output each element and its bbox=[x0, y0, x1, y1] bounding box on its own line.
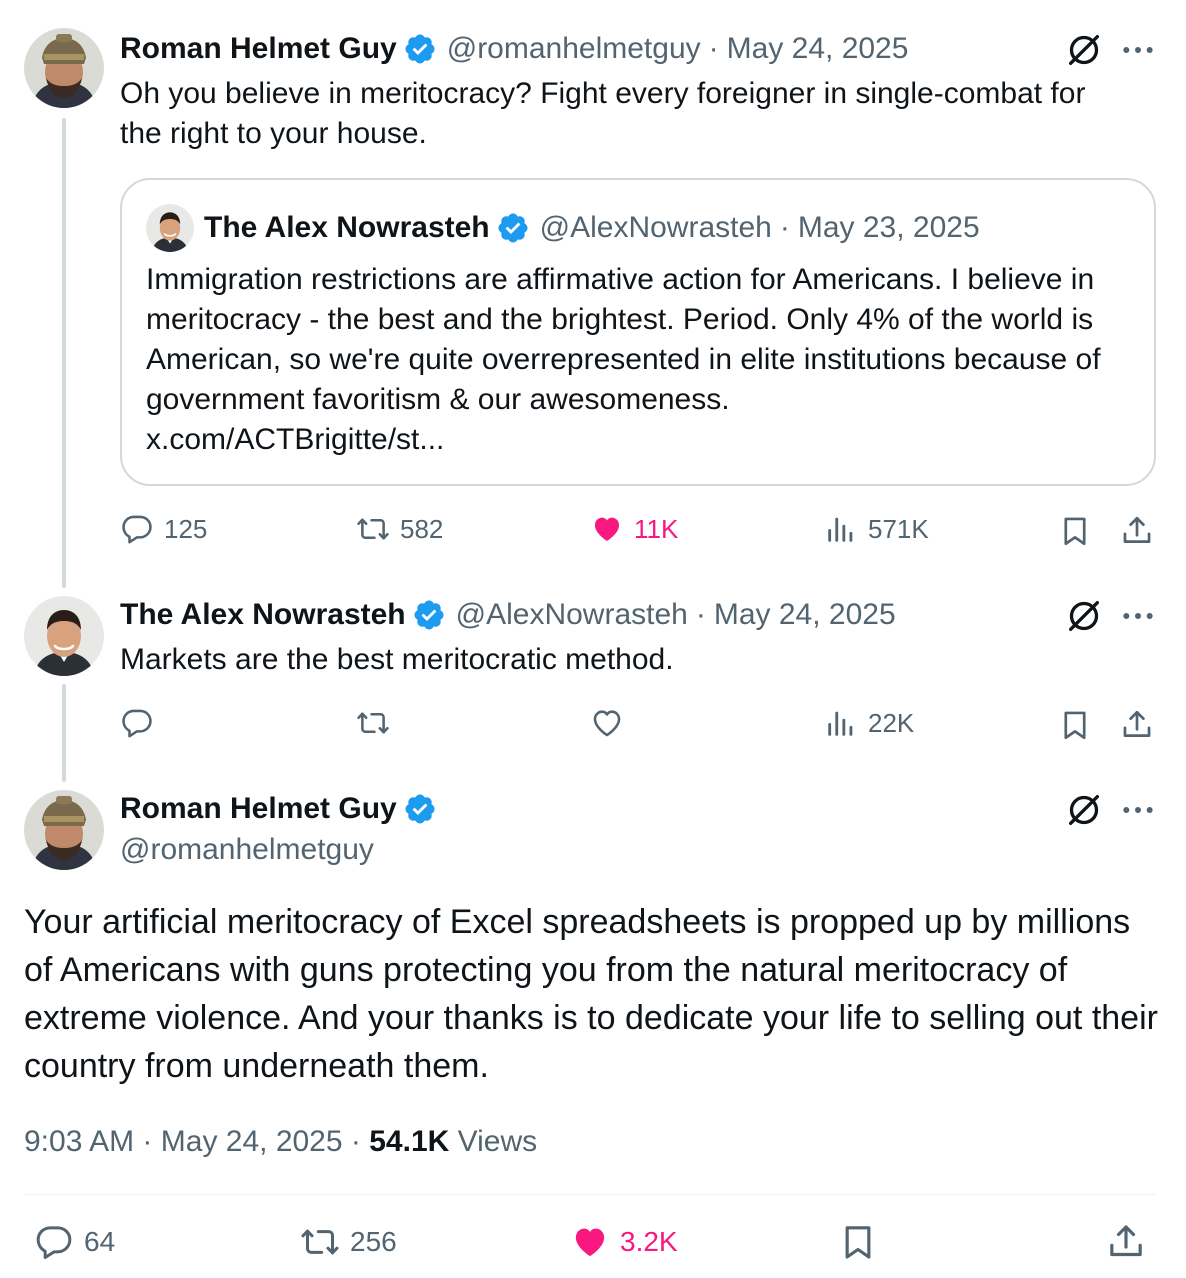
tweet-date[interactable]: May 24, 2025 bbox=[160, 1125, 343, 1158]
quote-author-name: The Alex Nowrasteh bbox=[204, 211, 490, 244]
main-tweet-text: Your artificial meritocracy of Excel spreadsheets is propped up by millions of Americans with guns protecting you from the natural meritocracy of extreme violence. And your thanks is to dedicate your life to selling out their country from underneath them. bbox=[24, 903, 1158, 1085]
quote-text: Immigration restrictions are affirmative action for Americans. I believe in meritocracy - the best and the brightest. Period. Only 4% of the world is American, so we're quite overrepresented in elite institutions because of government favoritism & our awesomeness. bbox=[146, 263, 1101, 416]
repost-icon bbox=[300, 1222, 340, 1262]
tweet-meta bbox=[24, 1122, 537, 1162]
reply-button[interactable] bbox=[120, 512, 207, 546]
author-name[interactable]: The Alex Nowrasteh bbox=[120, 598, 406, 631]
quote-author-handle: @AlexNowrasteh bbox=[539, 211, 772, 244]
avatar[interactable] bbox=[24, 790, 104, 870]
share-icon bbox=[1106, 1222, 1146, 1262]
author-handle[interactable]: @AlexNowrasteh bbox=[455, 598, 688, 631]
share-button[interactable] bbox=[1120, 514, 1154, 548]
repost-icon bbox=[356, 512, 390, 546]
like-icon bbox=[590, 512, 624, 546]
avatar-image bbox=[24, 28, 104, 108]
like-icon bbox=[570, 1222, 610, 1262]
verified-badge-icon bbox=[412, 598, 446, 632]
verified-badge-icon bbox=[403, 32, 437, 66]
repost-button[interactable] bbox=[356, 512, 443, 546]
bookmark-icon bbox=[1058, 514, 1092, 548]
share-icon bbox=[1120, 708, 1154, 742]
more-icon[interactable] bbox=[1118, 30, 1158, 70]
avatar[interactable] bbox=[24, 596, 104, 676]
reply-icon bbox=[120, 706, 154, 740]
like-count: 11K bbox=[634, 513, 679, 544]
bookmark-button[interactable] bbox=[1058, 708, 1092, 742]
views-button[interactable] bbox=[824, 706, 914, 740]
like-button[interactable] bbox=[590, 706, 634, 740]
tweet-header bbox=[120, 791, 447, 827]
bookmark-button[interactable] bbox=[838, 1222, 888, 1262]
bookmark-icon bbox=[838, 1222, 878, 1262]
tweet-text: Markets are the best meritocratic method. bbox=[120, 643, 674, 676]
views-count: 571K bbox=[868, 513, 929, 544]
views-count: 22K bbox=[868, 707, 915, 738]
quote-date: May 23, 2025 bbox=[797, 211, 980, 244]
tweet-text: Oh you believe in meritocracy? Fight every foreigner in single-combat for the right to your house. bbox=[120, 77, 1086, 150]
grok-icon[interactable] bbox=[1064, 596, 1104, 636]
like-button[interactable] bbox=[570, 1222, 678, 1262]
quote-avatar bbox=[146, 204, 194, 252]
tweet-date[interactable]: May 24, 2025 bbox=[726, 32, 909, 65]
grok-icon[interactable] bbox=[1064, 30, 1104, 70]
tweet-header bbox=[120, 31, 908, 67]
more-icon[interactable] bbox=[1118, 790, 1158, 830]
views-icon bbox=[824, 512, 858, 546]
divider bbox=[24, 1194, 1156, 1195]
verified-badge-icon bbox=[403, 792, 437, 826]
separator: · bbox=[695, 598, 706, 631]
reply-icon bbox=[34, 1222, 74, 1262]
views-count: 54.1K bbox=[369, 1125, 450, 1158]
author-name[interactable]: Roman Helmet Guy bbox=[120, 792, 397, 825]
reply-button[interactable] bbox=[34, 1222, 115, 1262]
reply-count: 64 bbox=[84, 1226, 116, 1257]
avatar[interactable] bbox=[24, 28, 104, 108]
like-button[interactable] bbox=[590, 512, 678, 546]
separator: · bbox=[779, 211, 790, 244]
views-label: Views bbox=[457, 1125, 538, 1158]
author-handle[interactable]: @romanhelmetguy bbox=[446, 32, 701, 65]
reply-icon bbox=[120, 512, 154, 546]
tweet-time[interactable]: 9:03 AM bbox=[24, 1125, 135, 1158]
author-handle-row bbox=[120, 832, 374, 868]
separator: · bbox=[142, 1125, 153, 1158]
separator: · bbox=[708, 32, 719, 65]
author-handle[interactable]: @romanhelmetguy bbox=[120, 833, 374, 866]
like-icon bbox=[590, 706, 624, 740]
share-icon bbox=[1120, 514, 1154, 548]
more-icon[interactable] bbox=[1118, 596, 1158, 636]
share-button[interactable] bbox=[1120, 708, 1154, 742]
grok-icon[interactable] bbox=[1064, 790, 1104, 830]
repost-icon bbox=[356, 706, 390, 740]
repost-count: 256 bbox=[350, 1226, 397, 1257]
quote-link[interactable]: x.com/ACTBrigitte/st... bbox=[146, 423, 445, 456]
bookmark-icon bbox=[1058, 708, 1092, 742]
repost-count: 582 bbox=[400, 513, 444, 544]
quote-header bbox=[204, 210, 980, 246]
views-button[interactable] bbox=[824, 512, 929, 546]
avatar-image bbox=[24, 596, 104, 676]
author-name[interactable]: Roman Helmet Guy bbox=[120, 32, 397, 65]
thread-line bbox=[62, 684, 66, 782]
thread-line bbox=[62, 118, 66, 588]
avatar-image bbox=[24, 790, 104, 870]
like-count: 3.2K bbox=[620, 1226, 678, 1257]
share-button[interactable] bbox=[1106, 1222, 1156, 1262]
verified-badge-icon bbox=[496, 211, 530, 245]
avatar-image bbox=[146, 204, 194, 252]
tweet-header bbox=[120, 597, 896, 633]
repost-button[interactable] bbox=[356, 706, 400, 740]
separator: · bbox=[350, 1125, 361, 1158]
tweet-date[interactable]: May 24, 2025 bbox=[713, 598, 896, 631]
views-icon bbox=[824, 706, 858, 740]
bookmark-button[interactable] bbox=[1058, 514, 1092, 548]
reply-count: 125 bbox=[164, 513, 208, 544]
quote-tweet-card[interactable] bbox=[120, 178, 1156, 486]
repost-button[interactable] bbox=[300, 1222, 397, 1262]
reply-button[interactable] bbox=[120, 706, 164, 740]
